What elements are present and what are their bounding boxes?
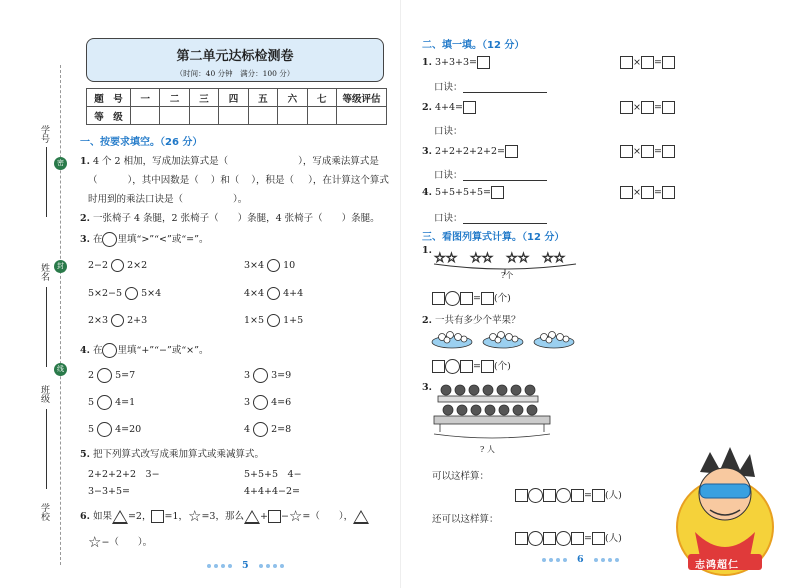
section2-title: 二、填一填。（12 分）	[422, 40, 525, 51]
q6-line1	[80, 508, 369, 524]
answer-box[interactable]	[515, 489, 528, 502]
kou-line-3	[434, 167, 547, 181]
expr: 10	[283, 260, 296, 271]
answer-box[interactable]	[641, 56, 654, 69]
q1-text: ）和（	[210, 175, 240, 186]
item-number: 4.	[422, 187, 432, 198]
q5-expr: 5+5+5 4−	[244, 469, 302, 480]
kou-label: 口诀：	[434, 213, 463, 224]
score-cell[interactable]	[278, 107, 307, 125]
score-cell[interactable]	[248, 107, 277, 125]
mul-eq-4	[620, 186, 675, 199]
score-table	[86, 88, 387, 125]
score-cell: 四	[219, 89, 248, 107]
score-cell[interactable]	[160, 107, 189, 125]
square-icon	[151, 510, 164, 523]
answer-box[interactable]	[515, 532, 528, 545]
q4-row	[88, 422, 141, 437]
q3-1-number: 1.	[422, 245, 432, 256]
expr: 2	[88, 370, 95, 381]
answer-circle[interactable]	[253, 368, 268, 383]
expr: 5	[88, 424, 95, 435]
expr: 4=6	[271, 397, 292, 408]
svg-text:☆☆: ☆☆	[470, 251, 494, 266]
score-cell: 三	[189, 89, 218, 107]
answer-circle[interactable]	[267, 314, 280, 327]
q6-text: −（ ）。	[101, 537, 153, 548]
kou-blank[interactable]	[463, 214, 547, 224]
answer-circle[interactable]	[125, 287, 138, 300]
seal-mark-2: 封	[54, 260, 67, 273]
score-cell: 一	[131, 89, 160, 107]
expr: 4=1	[115, 397, 136, 408]
page-footer-right	[540, 554, 621, 565]
q3-text: 在	[92, 234, 103, 245]
score-cell: 七	[307, 89, 336, 107]
unit-label: (个)	[493, 361, 511, 372]
mul-eq-1	[620, 56, 675, 69]
school-label: 学校	[39, 503, 49, 521]
answer-box[interactable]	[662, 56, 675, 69]
q5-text: 把下列算式改写成乘加算式或乘减算式。	[92, 449, 264, 460]
fill-item-3	[422, 145, 518, 158]
q1-line3	[88, 191, 247, 205]
equals-sign: =	[473, 361, 481, 372]
section1-title: 一、按要求填空。（26 分）	[80, 137, 203, 148]
kou-blank[interactable]	[463, 171, 547, 181]
expr: 4×4	[244, 288, 265, 299]
operator-circle[interactable]	[556, 488, 571, 503]
kou-line-4	[434, 210, 547, 224]
multiply-sign: ×	[633, 102, 641, 113]
answer-box[interactable]	[477, 56, 490, 69]
answer-box[interactable]	[505, 145, 518, 158]
q1-line1	[80, 153, 379, 167]
q5-expr: 4+4+4−2=	[244, 486, 301, 497]
kou-blank[interactable]	[463, 83, 547, 93]
page-subtitle: （时间：40 分钟 满分：100 分）	[175, 69, 295, 78]
answer-box[interactable]	[432, 360, 445, 373]
q1-text: ），积是（	[251, 175, 295, 186]
item-number: 3.	[422, 146, 432, 157]
q4-row	[88, 395, 135, 410]
expr: 4+4	[283, 288, 304, 299]
answer-box[interactable]	[620, 186, 633, 199]
expr-row-1	[432, 290, 511, 306]
q1-line2	[88, 172, 389, 186]
student-number-line	[46, 147, 47, 217]
answer-box[interactable]	[662, 101, 675, 114]
square-icon	[268, 510, 281, 523]
seal-mark-1: 密	[54, 157, 67, 170]
triangle-icon	[244, 510, 260, 524]
operator-circle[interactable]	[528, 531, 543, 546]
answer-box[interactable]	[571, 489, 584, 502]
mul-eq-2	[620, 101, 675, 114]
q3-row	[88, 259, 147, 272]
page-title: 第二单元达标检测卷	[176, 49, 294, 64]
dashed-cut-line	[60, 65, 61, 565]
score-cell: 等 级	[87, 107, 131, 125]
answer-box[interactable]	[432, 292, 445, 305]
q6-text: =3，那么	[201, 511, 244, 522]
binding-strip	[34, 65, 74, 585]
score-cell: 六	[278, 89, 307, 107]
q3-row	[88, 314, 147, 327]
q6-number: 6.	[80, 511, 90, 522]
q6-text: =（ ），	[302, 511, 354, 522]
triangle-icon	[353, 510, 369, 524]
expr: 3=9	[271, 370, 292, 381]
answer-box[interactable]	[571, 532, 584, 545]
stars-unit-label: ?个	[501, 271, 514, 280]
q4-row	[88, 368, 135, 383]
q1-text: 时用到的乘法口诀是（	[88, 194, 184, 205]
addition-expr: 4+4=	[434, 102, 463, 113]
answer-box[interactable]	[620, 101, 633, 114]
answer-box[interactable]	[491, 186, 504, 199]
q2	[80, 210, 380, 224]
q4-instruction	[80, 342, 209, 358]
score-cell[interactable]	[219, 107, 248, 125]
q3-row	[244, 287, 303, 300]
addition-expr: 3+3+3=	[434, 57, 477, 68]
q1-text: ），其中因数是（	[127, 175, 199, 186]
q6-text: 如果	[92, 511, 112, 522]
mul-eq-3	[620, 145, 675, 158]
q3-row	[244, 314, 303, 327]
class-label: 班级	[39, 385, 49, 403]
q4-text: 里填“+”“−”或“×”。	[117, 345, 209, 356]
q5-expr: 3−3+5=	[88, 486, 131, 497]
expr: 2×3	[88, 315, 109, 326]
score-cell: 等级评估	[337, 89, 387, 107]
q5-number: 5.	[80, 449, 90, 460]
q2-number: 2.	[80, 213, 90, 224]
q6-text: +	[259, 511, 268, 522]
triangle-icon	[112, 510, 128, 524]
q1-text: 4 个 2 相加，写成加法算式是（	[92, 156, 229, 167]
answer-circle[interactable]	[97, 395, 112, 410]
multiply-sign: ×	[633, 146, 641, 157]
answer-circle[interactable]	[253, 422, 268, 437]
multiply-sign: ×	[633, 187, 641, 198]
q4-row	[244, 368, 291, 383]
q4-number: 4.	[80, 345, 90, 356]
q6-text: −	[280, 511, 289, 522]
q3-row	[88, 287, 161, 300]
equals-sign: =	[584, 533, 592, 544]
classroom-question-label: ? 人	[480, 445, 495, 454]
kou-line-2	[434, 123, 463, 137]
answer-box[interactable]	[460, 292, 473, 305]
score-cell: 二	[160, 89, 189, 107]
q3-text: 里填“>”“<”或“=”。	[117, 234, 209, 245]
q6-text: =2，	[127, 511, 152, 522]
expr: 2×2	[127, 260, 148, 271]
expr: 5	[88, 397, 95, 408]
answer-box[interactable]	[662, 186, 675, 199]
addition-expr: 5+5+5+5=	[434, 187, 491, 198]
star-icon: ☆	[288, 507, 303, 525]
q5-expr: 2+2+2+2 3−	[88, 469, 160, 480]
q1-number: 1.	[80, 156, 90, 167]
score-cell[interactable]	[337, 107, 387, 125]
kou-label: 口诀：	[434, 82, 463, 93]
answer-box[interactable]	[641, 145, 654, 158]
seal-mark-3: 线	[54, 363, 67, 376]
answer-box[interactable]	[481, 292, 494, 305]
svg-text:☆☆: ☆☆	[506, 251, 530, 266]
answer-circle[interactable]	[267, 259, 280, 272]
expr: 2+3	[127, 315, 148, 326]
q3-instruction	[80, 231, 209, 247]
expr: 3	[244, 397, 251, 408]
q5	[80, 446, 264, 460]
answer-box[interactable]	[620, 56, 633, 69]
q4-text: 在	[92, 345, 103, 356]
answer-circle[interactable]	[111, 314, 124, 327]
equals-sign: =	[653, 102, 662, 113]
item-number: 2.	[422, 102, 432, 113]
alt-method-1-label: 可以这样算：	[432, 471, 490, 482]
section3-title: 三、看图列算式计算。（12 分）	[422, 232, 565, 243]
score-cell: 题 号	[87, 89, 131, 107]
q3-row	[244, 259, 295, 272]
q6-text: =1，	[164, 511, 188, 522]
answer-box[interactable]	[592, 532, 605, 545]
equals-sign: =	[653, 187, 662, 198]
score-cell[interactable]	[189, 107, 218, 125]
expr-row-2	[432, 358, 511, 374]
expr: 5×2−5	[88, 288, 123, 299]
answer-box[interactable]	[662, 145, 675, 158]
q1-text: ），写成乘法算式是	[298, 156, 379, 167]
q3-3-number: 3.	[422, 382, 432, 393]
q4-row	[244, 422, 291, 437]
expr-row-4	[515, 530, 622, 546]
name-label: 姓名	[39, 263, 49, 281]
expr: 4=20	[115, 424, 142, 435]
expr: 1+5	[283, 315, 304, 326]
unit-label: (人)	[604, 533, 622, 544]
operator-circle[interactable]	[528, 488, 543, 503]
answer-circle[interactable]	[97, 368, 112, 383]
title-banner	[86, 38, 384, 82]
q3-number: 3.	[80, 234, 90, 245]
answer-circle[interactable]	[253, 395, 268, 410]
brand-label: 志鸿超仁	[695, 560, 739, 571]
name-line	[46, 287, 47, 367]
unit-label: (人)	[604, 490, 622, 501]
fill-item-2	[422, 101, 476, 114]
expr: 2=8	[271, 424, 292, 435]
svg-text:☆☆: ☆☆	[434, 251, 458, 266]
fill-item-4	[422, 186, 504, 199]
answer-box[interactable]	[620, 145, 633, 158]
page-number: 5	[242, 560, 249, 571]
alt-method-2-label: 还可以这样算：	[432, 514, 499, 525]
unit-label: (个)	[493, 293, 511, 304]
operator-circle[interactable]	[445, 359, 460, 374]
answer-box[interactable]	[641, 186, 654, 199]
answer-circle[interactable]	[267, 287, 280, 300]
score-header-row	[87, 89, 387, 107]
apple-plates-picture	[430, 326, 576, 350]
score-grade-row	[87, 107, 387, 125]
equals-sign: =	[653, 57, 662, 68]
expr: 2−2	[88, 260, 109, 271]
expr: 5=7	[115, 370, 136, 381]
q1-text: ）。	[233, 194, 248, 205]
addition-expr: 2+2+2+2+2=	[434, 146, 505, 157]
q1-text: （	[88, 175, 98, 186]
score-cell[interactable]	[131, 107, 160, 125]
equals-sign: =	[473, 293, 481, 304]
q4-row	[244, 395, 291, 410]
q6-line2	[88, 534, 152, 550]
kou-label: 口诀：	[434, 170, 463, 181]
kou-line-1	[434, 79, 547, 93]
answer-circle[interactable]	[97, 422, 112, 437]
fill-item-1	[422, 56, 490, 69]
expr: 3	[244, 370, 251, 381]
q3-2	[422, 312, 520, 326]
classroom-picture	[432, 380, 552, 442]
kou-label: 口诀：	[434, 126, 463, 137]
score-cell: 五	[248, 89, 277, 107]
answer-box[interactable]	[481, 360, 494, 373]
expr-row-3	[515, 487, 622, 503]
score-cell[interactable]	[307, 107, 336, 125]
answer-box[interactable]	[543, 489, 556, 502]
class-line	[46, 409, 47, 489]
operator-circle[interactable]	[445, 291, 460, 306]
answer-box[interactable]	[543, 532, 556, 545]
equals-sign: =	[653, 146, 662, 157]
item-number: 1.	[422, 57, 432, 68]
expr: 5×4	[141, 288, 162, 299]
q2-text: 一张椅子 4 条腿，2 张椅子（ ）条腿，4 张椅子（ ）条腿。	[92, 213, 380, 224]
equals-sign: =	[584, 490, 592, 501]
multiply-sign: ×	[633, 57, 641, 68]
page-number: 6	[577, 554, 584, 565]
circle-placeholder	[102, 343, 117, 358]
svg-text:☆☆: ☆☆	[542, 251, 566, 266]
q3-2-text: 一共有多少个苹果？	[434, 315, 521, 326]
answer-box[interactable]	[592, 489, 605, 502]
answer-box[interactable]	[463, 101, 476, 114]
page-footer-left	[205, 560, 286, 571]
circle-placeholder	[102, 232, 117, 247]
answer-box[interactable]	[460, 360, 473, 373]
page-divider	[400, 0, 401, 588]
expr: 4	[244, 424, 251, 435]
operator-circle[interactable]	[556, 531, 571, 546]
q3-2-number: 2.	[422, 315, 432, 326]
expr: 1×5	[244, 315, 265, 326]
q1-text: ），在计算这个算式	[308, 175, 389, 186]
student-number-label: 学号	[39, 125, 49, 143]
star-icon: ☆	[188, 507, 202, 525]
answer-circle[interactable]	[111, 259, 124, 272]
answer-box[interactable]	[641, 101, 654, 114]
expr: 3×4	[244, 260, 265, 271]
star-icon: ☆	[88, 533, 102, 551]
